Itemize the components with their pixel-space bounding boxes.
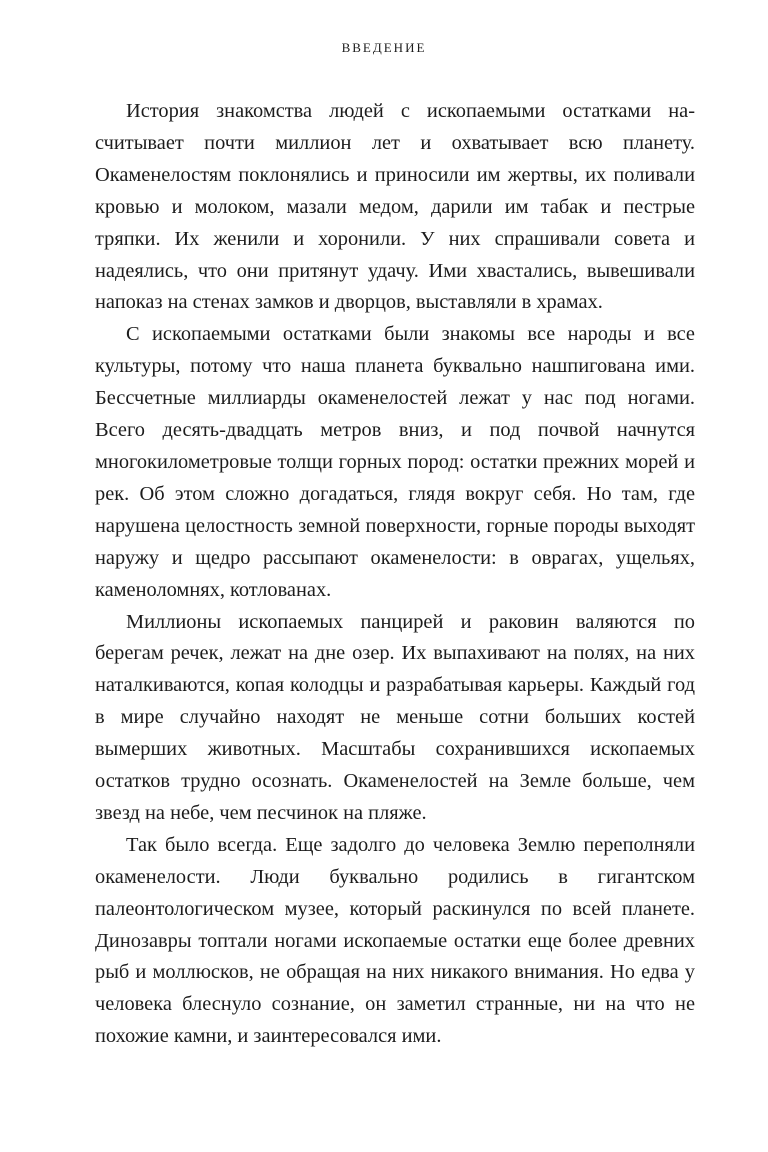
running-header: ВВЕДЕНИЕ — [341, 40, 427, 55]
paragraph: История знакомства людей с ископаемыми остатками насчитывает почти миллион лет и охватывает всю планету. Окаменелостям поклонялись и приносили им жертвы, их поливали кровью и молоком, мазали медом, дарили им табак и пестрые тряпки. Их женили и хоронили. У них спрашивали совета и надеялись, что они притянут удачу. Ими хвастались, вывешивали напоказ на стенах замков и дворцов, выставляли в храмах. — [95, 100, 695, 314]
paragraph: Миллионы ископаемых панцирей и раковин валяются по берегам речек, лежат на дне озер. Их выпахивают на полях, на них наталкиваются, копая колодцы и разрабатывая карьеры. Каждый год в мире случайно находят не меньше сотни больших костей вымерших животных. Масштабы сохранившихся ископаемых остатков трудно осознать. Окаменелостей на Земле больше, чем звезд на небе, чем песчинок на пляже. — [95, 610, 695, 824]
paragraph: Так было всегда. Еще задолго до человека Землю переполняли окаменелости. Люди буквально родились в гигантском палеонтологическом музее, который раскинулся по всей планете. Динозавры топтали ногами ископаемые остатки еще более древних рыб и моллюсков, не обращая на них никакого внимания. Но едва у человека блеснуло сознание, он заметил странные, ни на что не похожие камни, и заинтересовался ими. — [95, 833, 695, 1048]
paragraph: С ископаемыми остатками были знакомы все народы и все культуры, потому что наша планета буквально нашпигована ими. Бессчетные миллиарды окаменелостей лежат у нас под ногами. Всего десять-двадцать метров вниз, и под почвой начнутся многокилометровые толщи горных пород: остатки прежних морей и рек. Об этом сложно догадаться, глядя вокруг себя. Но там, где нарушена целостность земной поверхности, горные породы выходят наружу и щедро рассыпают окаменелости: в оврагах, ущельях, каменоломнях, котлованах. — [95, 323, 695, 601]
main-text — [95, 96, 695, 1053]
